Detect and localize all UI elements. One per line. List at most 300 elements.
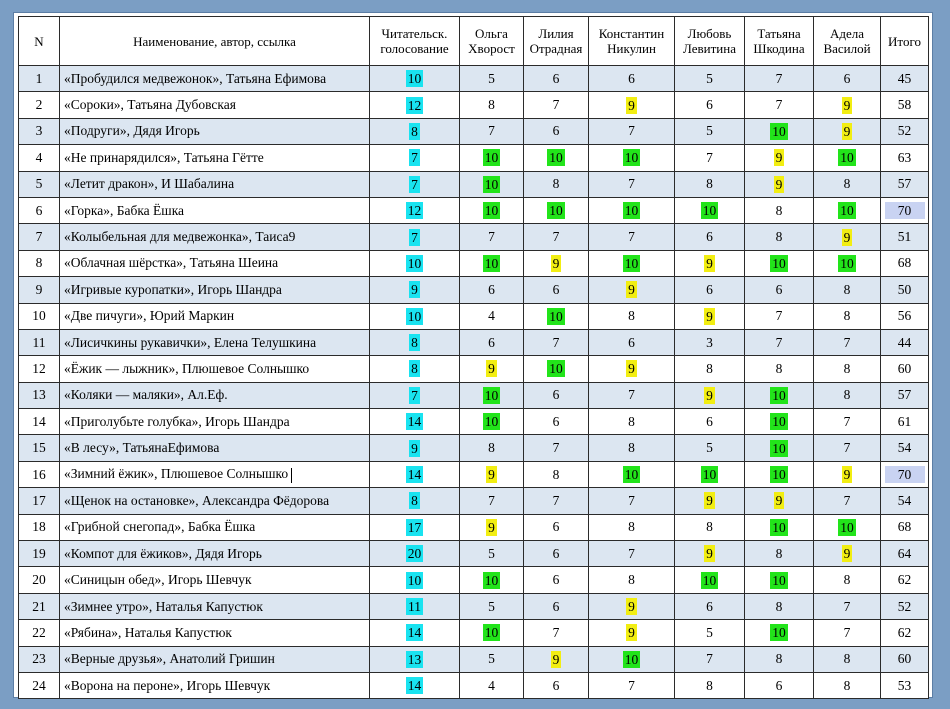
row-number-value: 24 xyxy=(32,677,46,693)
judge-score-2 xyxy=(524,461,589,487)
reader-vote xyxy=(370,224,460,250)
judge-score-4-value: 8 xyxy=(706,360,713,376)
reader-vote xyxy=(370,409,460,435)
judge-score-4-value: 7 xyxy=(706,149,713,165)
judge-score-6 xyxy=(814,461,881,487)
judge-score-2 xyxy=(524,409,589,435)
judge-score-6 xyxy=(814,620,881,646)
judge-score-1-value: 10 xyxy=(484,203,499,219)
reader-vote-value: 10 xyxy=(407,308,422,324)
judge-score-5 xyxy=(745,224,814,250)
row-number-value: 15 xyxy=(32,440,46,456)
judge-score-6 xyxy=(814,541,881,567)
row-title xyxy=(60,514,370,540)
row-title xyxy=(60,145,370,171)
judge-score-5 xyxy=(745,277,814,303)
judge-score-5 xyxy=(745,488,814,514)
judge-score-2 xyxy=(524,118,589,144)
judge-score-5 xyxy=(745,145,814,171)
judge-score-4 xyxy=(675,488,745,514)
judge-score-4 xyxy=(675,672,745,698)
row-title-value: «Летит дракон», И Шабалина xyxy=(64,176,235,192)
row-total xyxy=(881,567,929,593)
header-judge-5: Татьяна Шкодина xyxy=(745,17,814,66)
table-row xyxy=(19,92,929,118)
reader-vote xyxy=(370,593,460,619)
judge-score-4-value: 5 xyxy=(706,624,713,640)
reader-vote-value: 7 xyxy=(411,176,418,192)
judge-score-1-value: 8 xyxy=(488,97,495,113)
judge-score-3-value: 8 xyxy=(628,519,635,535)
judge-score-4-value: 10 xyxy=(702,572,717,588)
judge-score-4 xyxy=(675,224,745,250)
row-number-value: 3 xyxy=(35,123,43,139)
judge-score-2 xyxy=(524,567,589,593)
row-total-value: 70 xyxy=(885,202,925,219)
judge-score-1-value: 5 xyxy=(488,598,495,614)
judge-score-4 xyxy=(675,646,745,672)
row-total-value: 62 xyxy=(897,572,912,588)
table-row xyxy=(19,250,929,276)
judge-score-2-value: 6 xyxy=(552,598,560,614)
judge-score-6 xyxy=(814,356,881,382)
judge-score-6 xyxy=(814,382,881,408)
row-number-value: 1 xyxy=(35,70,43,86)
row-number xyxy=(19,118,60,144)
judge-score-6-value: 9 xyxy=(843,97,851,113)
table-row xyxy=(19,118,929,144)
judge-score-5 xyxy=(745,303,814,329)
judge-score-4-value: 9 xyxy=(706,493,713,509)
judge-score-2-value: 6 xyxy=(552,413,560,429)
row-total xyxy=(881,356,929,382)
row-title xyxy=(60,92,370,118)
judge-score-2 xyxy=(524,620,589,646)
judge-score-6-value: 7 xyxy=(843,492,851,508)
judge-score-5 xyxy=(745,461,814,487)
row-total xyxy=(881,435,929,461)
judge-score-6 xyxy=(814,250,881,276)
judge-score-1 xyxy=(460,224,524,250)
row-title xyxy=(60,224,370,250)
judge-score-4-value: 6 xyxy=(706,598,713,614)
judge-score-6 xyxy=(814,145,881,171)
row-number xyxy=(19,646,60,672)
row-number xyxy=(19,250,60,276)
judge-score-6 xyxy=(814,66,881,92)
reader-vote-value: 9 xyxy=(411,440,418,456)
row-total xyxy=(881,620,929,646)
judge-score-5-value: 8 xyxy=(775,545,783,561)
judge-score-2 xyxy=(524,488,589,514)
table-row xyxy=(19,356,929,382)
judge-score-3-value: 10 xyxy=(624,150,639,166)
judge-score-2 xyxy=(524,250,589,276)
row-total xyxy=(881,461,929,487)
row-number-value: 22 xyxy=(32,624,46,640)
row-title xyxy=(60,277,370,303)
row-title xyxy=(60,567,370,593)
judge-score-4 xyxy=(675,250,745,276)
judge-score-2-value: 6 xyxy=(552,545,560,561)
judge-score-4-value: 5 xyxy=(706,123,713,139)
judge-score-5-value: 7 xyxy=(775,308,783,324)
judge-score-1-value: 10 xyxy=(484,150,499,166)
table-frame xyxy=(14,13,932,697)
judge-score-3-value: 9 xyxy=(628,361,635,377)
judge-score-3 xyxy=(589,435,675,461)
judge-score-3-value: 7 xyxy=(628,176,635,192)
judge-score-4-value: 6 xyxy=(706,229,713,245)
judge-score-6-value: 10 xyxy=(840,150,854,166)
row-total-value: 44 xyxy=(897,334,912,350)
row-title-value: «Лисичкины рукавички», Елена Телушкина xyxy=(64,334,317,350)
row-total-value: 50 xyxy=(897,281,912,297)
row-total xyxy=(881,92,929,118)
judge-score-3 xyxy=(589,461,675,487)
header-judge-2: Лилия Отрадная xyxy=(524,17,589,66)
judge-score-3 xyxy=(589,382,675,408)
judge-score-3 xyxy=(589,672,675,698)
judge-score-3-value: 10 xyxy=(624,651,639,667)
row-title xyxy=(60,171,370,197)
row-total-value: 52 xyxy=(897,598,912,614)
judge-score-2 xyxy=(524,356,589,382)
judge-score-3 xyxy=(589,488,675,514)
row-total-value: 54 xyxy=(897,440,912,456)
judge-score-2 xyxy=(524,646,589,672)
judge-score-3-value: 9 xyxy=(628,97,635,113)
judge-score-4 xyxy=(675,197,745,223)
reader-vote xyxy=(370,646,460,672)
row-total-value: 68 xyxy=(897,255,912,271)
judge-score-5-value: 10 xyxy=(772,414,786,430)
judge-score-6-value: 7 xyxy=(843,440,851,456)
reader-vote-value: 12 xyxy=(407,203,422,219)
table-row xyxy=(19,435,929,461)
judge-score-2 xyxy=(524,145,589,171)
judge-score-5-value: 10 xyxy=(772,519,786,535)
judge-score-5 xyxy=(745,66,814,92)
judge-score-3 xyxy=(589,197,675,223)
reader-vote xyxy=(370,382,460,408)
judge-score-4 xyxy=(675,461,745,487)
row-number-value: 11 xyxy=(32,334,46,350)
reader-vote xyxy=(370,620,460,646)
judge-score-6 xyxy=(814,118,881,144)
judge-score-3-value: 6 xyxy=(628,334,635,350)
judge-score-2-value: 8 xyxy=(552,466,560,482)
judge-score-2-value: 6 xyxy=(552,572,560,588)
judge-score-2-value: 6 xyxy=(552,387,560,403)
judge-score-2-value: 7 xyxy=(552,97,560,113)
judge-score-5 xyxy=(745,593,814,619)
judge-score-3-value: 7 xyxy=(628,492,635,508)
reader-vote-value: 14 xyxy=(407,467,422,483)
row-total xyxy=(881,672,929,698)
judge-score-6-value: 7 xyxy=(843,598,851,614)
judge-score-4 xyxy=(675,356,745,382)
judge-score-2 xyxy=(524,435,589,461)
row-number-value: 23 xyxy=(32,651,46,667)
judge-score-1 xyxy=(460,646,524,672)
row-total-value: 56 xyxy=(897,308,912,324)
judge-score-1-value: 4 xyxy=(488,308,495,324)
judge-score-5-value: 10 xyxy=(772,387,786,403)
judge-score-5 xyxy=(745,250,814,276)
judge-score-5 xyxy=(745,620,814,646)
row-total xyxy=(881,197,929,223)
judge-score-5 xyxy=(745,92,814,118)
row-title-value: «Коляки — маляки», Ал.Еф. xyxy=(64,387,228,403)
row-number xyxy=(19,303,60,329)
reader-vote xyxy=(370,514,460,540)
row-title xyxy=(60,593,370,619)
row-total-value: 57 xyxy=(897,387,912,403)
judge-score-1-value: 10 xyxy=(484,387,499,403)
row-total-value: 61 xyxy=(897,413,912,429)
row-title-value: «Компот для ёжиков», Дядя Игорь xyxy=(64,545,262,561)
row-number xyxy=(19,461,60,487)
row-title-value: «Подруги», Дядя Игорь xyxy=(64,123,200,139)
row-number xyxy=(19,567,60,593)
judge-score-1 xyxy=(460,171,524,197)
table-row xyxy=(19,303,929,329)
row-number xyxy=(19,382,60,408)
reader-vote xyxy=(370,356,460,382)
judge-score-4-value: 6 xyxy=(706,97,713,113)
judge-score-3 xyxy=(589,356,675,382)
judge-score-4-value: 8 xyxy=(706,677,713,693)
judge-score-3-value: 7 xyxy=(628,123,635,139)
row-title xyxy=(60,303,370,329)
judge-score-3-value: 9 xyxy=(628,282,635,298)
reader-vote xyxy=(370,329,460,355)
judge-score-6 xyxy=(814,303,881,329)
judge-score-5-value: 9 xyxy=(775,150,783,166)
reader-vote-value: 17 xyxy=(407,519,422,535)
judge-score-2 xyxy=(524,197,589,223)
judge-score-3-value: 7 xyxy=(628,387,635,403)
judge-score-6-value: 10 xyxy=(840,255,854,271)
row-title xyxy=(60,620,370,646)
judge-score-2-value: 7 xyxy=(552,440,560,456)
judge-score-3 xyxy=(589,541,675,567)
row-total-value: 64 xyxy=(897,545,912,561)
row-number-value: 6 xyxy=(35,202,43,218)
judge-score-2 xyxy=(524,303,589,329)
judge-score-1 xyxy=(460,541,524,567)
judge-score-6-value: 7 xyxy=(843,334,851,350)
row-number xyxy=(19,277,60,303)
judge-score-1 xyxy=(460,593,524,619)
row-number xyxy=(19,409,60,435)
reader-vote xyxy=(370,488,460,514)
judge-score-3 xyxy=(589,171,675,197)
judge-score-1-value: 9 xyxy=(488,467,495,483)
reader-vote xyxy=(370,92,460,118)
judge-score-5-value: 8 xyxy=(775,202,783,218)
judge-score-1 xyxy=(460,118,524,144)
reader-vote-value: 8 xyxy=(411,123,418,139)
judge-score-2-value: 10 xyxy=(549,150,563,166)
judge-score-5 xyxy=(745,646,814,672)
judge-score-6 xyxy=(814,197,881,223)
judge-score-4-value: 9 xyxy=(706,387,713,403)
judge-score-3 xyxy=(589,593,675,619)
judge-score-5-value: 6 xyxy=(775,677,783,693)
row-number-value: 21 xyxy=(32,598,46,614)
row-number xyxy=(19,488,60,514)
judge-score-1 xyxy=(460,303,524,329)
judge-score-6-value: 9 xyxy=(843,467,851,483)
row-total xyxy=(881,593,929,619)
judge-score-1-value: 7 xyxy=(488,229,495,245)
judge-score-4 xyxy=(675,66,745,92)
judge-score-3 xyxy=(589,646,675,672)
reader-vote-value: 11 xyxy=(408,599,421,614)
row-total-value: 52 xyxy=(897,123,912,139)
row-title-value: «Сороки», Татьяна Дубовская xyxy=(64,97,236,113)
row-title-value: «Рябина», Наталья Капустюк xyxy=(64,624,232,640)
judge-score-5 xyxy=(745,171,814,197)
judge-score-1 xyxy=(460,620,524,646)
row-number xyxy=(19,435,60,461)
judge-score-5 xyxy=(745,541,814,567)
judge-score-1 xyxy=(460,461,524,487)
row-total xyxy=(881,277,929,303)
row-title-value: «Щенок на остановке», Александра Фёдорова xyxy=(64,492,330,508)
judge-score-3-value: 10 xyxy=(624,255,639,271)
row-title xyxy=(60,329,370,355)
row-number xyxy=(19,66,60,92)
judge-score-4 xyxy=(675,303,745,329)
judge-score-1-value: 10 xyxy=(484,572,499,588)
judge-score-4 xyxy=(675,567,745,593)
header-judge-6: Адела Василой xyxy=(814,17,881,66)
row-number xyxy=(19,145,60,171)
judge-score-6-value: 10 xyxy=(840,203,854,219)
judge-score-4 xyxy=(675,145,745,171)
judge-score-1 xyxy=(460,250,524,276)
judge-score-3 xyxy=(589,118,675,144)
text-cursor xyxy=(291,468,292,483)
judge-score-2-value: 8 xyxy=(552,176,560,192)
row-total xyxy=(881,303,929,329)
judge-score-1 xyxy=(460,672,524,698)
judge-score-1 xyxy=(460,514,524,540)
judge-score-5-value: 10 xyxy=(772,625,786,641)
judge-score-4 xyxy=(675,382,745,408)
row-total xyxy=(881,382,929,408)
judge-score-1 xyxy=(460,382,524,408)
row-title xyxy=(60,250,370,276)
judge-score-1-value: 5 xyxy=(488,70,495,86)
reader-vote xyxy=(370,567,460,593)
judge-score-1-value: 7 xyxy=(488,492,495,508)
judge-score-5-value: 9 xyxy=(775,176,783,192)
judge-score-6-value: 7 xyxy=(843,413,851,429)
judge-score-2-value: 7 xyxy=(552,229,560,245)
row-number-value: 4 xyxy=(35,149,43,165)
judge-score-2 xyxy=(524,514,589,540)
header-number: N xyxy=(19,17,60,66)
judge-score-1-value: 5 xyxy=(488,545,495,561)
judge-score-2 xyxy=(524,382,589,408)
reader-vote xyxy=(370,250,460,276)
judge-score-5-value: 8 xyxy=(775,598,783,614)
judge-score-3 xyxy=(589,329,675,355)
judge-score-5 xyxy=(745,329,814,355)
judge-score-4 xyxy=(675,118,745,144)
judge-score-4 xyxy=(675,277,745,303)
reader-vote-value: 7 xyxy=(411,387,418,403)
row-title xyxy=(60,197,370,223)
judge-score-3 xyxy=(589,224,675,250)
judge-score-3 xyxy=(589,409,675,435)
judge-score-3-value: 10 xyxy=(624,467,639,483)
judge-score-2-value: 6 xyxy=(552,677,560,693)
reader-vote xyxy=(370,541,460,567)
reader-vote xyxy=(370,118,460,144)
reader-vote-value: 7 xyxy=(411,229,418,245)
row-title-value: «Игривые куропатки», Игорь Шандра xyxy=(64,281,282,297)
row-total-value: 53 xyxy=(897,677,912,693)
row-total xyxy=(881,329,929,355)
row-title-value: «Ворона на пероне», Игорь Шевчук xyxy=(64,677,271,693)
table-row xyxy=(19,197,929,223)
row-number-value: 10 xyxy=(32,308,46,324)
judge-score-6-value: 9 xyxy=(843,123,851,139)
row-title-value: «Ёжик — лыжник», Плюшевое Солнышко xyxy=(64,360,310,376)
row-number-value: 9 xyxy=(35,281,43,297)
judge-score-3-value: 10 xyxy=(624,203,639,219)
judge-score-4-value: 5 xyxy=(706,440,713,456)
header-judge-1: Ольга Хворост xyxy=(460,17,524,66)
judge-score-5-value: 10 xyxy=(772,123,786,139)
table-row xyxy=(19,409,929,435)
row-number-value: 19 xyxy=(32,545,46,561)
table-row xyxy=(19,672,929,698)
judge-score-2-value: 6 xyxy=(552,70,560,86)
judge-score-5-value: 10 xyxy=(772,440,786,456)
row-number-value: 20 xyxy=(32,572,46,588)
judge-score-5 xyxy=(745,118,814,144)
judge-score-6 xyxy=(814,329,881,355)
row-title-value: «Грибной снегопад», Бабка Ёшка xyxy=(64,519,256,535)
row-title-value: «Две пичуги», Юрий Маркин xyxy=(64,308,235,324)
judge-score-6-value: 8 xyxy=(843,360,851,376)
row-total-value: 62 xyxy=(897,624,912,640)
judge-score-5-value: 7 xyxy=(775,334,783,350)
judge-score-6-value: 8 xyxy=(843,308,851,324)
row-number-value: 12 xyxy=(32,360,46,376)
row-total xyxy=(881,224,929,250)
judge-score-3 xyxy=(589,303,675,329)
judge-score-2-value: 10 xyxy=(549,203,563,219)
table-row xyxy=(19,593,929,619)
judge-score-5 xyxy=(745,672,814,698)
row-number xyxy=(19,171,60,197)
judge-score-2-value: 9 xyxy=(552,255,560,271)
judge-score-6-value: 8 xyxy=(843,387,851,403)
judge-score-2-value: 6 xyxy=(552,519,560,535)
judge-score-1-value: 4 xyxy=(488,677,495,693)
reader-vote-value: 20 xyxy=(407,546,422,562)
judge-score-3 xyxy=(589,277,675,303)
judge-score-4-value: 9 xyxy=(706,255,713,271)
judge-score-3 xyxy=(589,250,675,276)
